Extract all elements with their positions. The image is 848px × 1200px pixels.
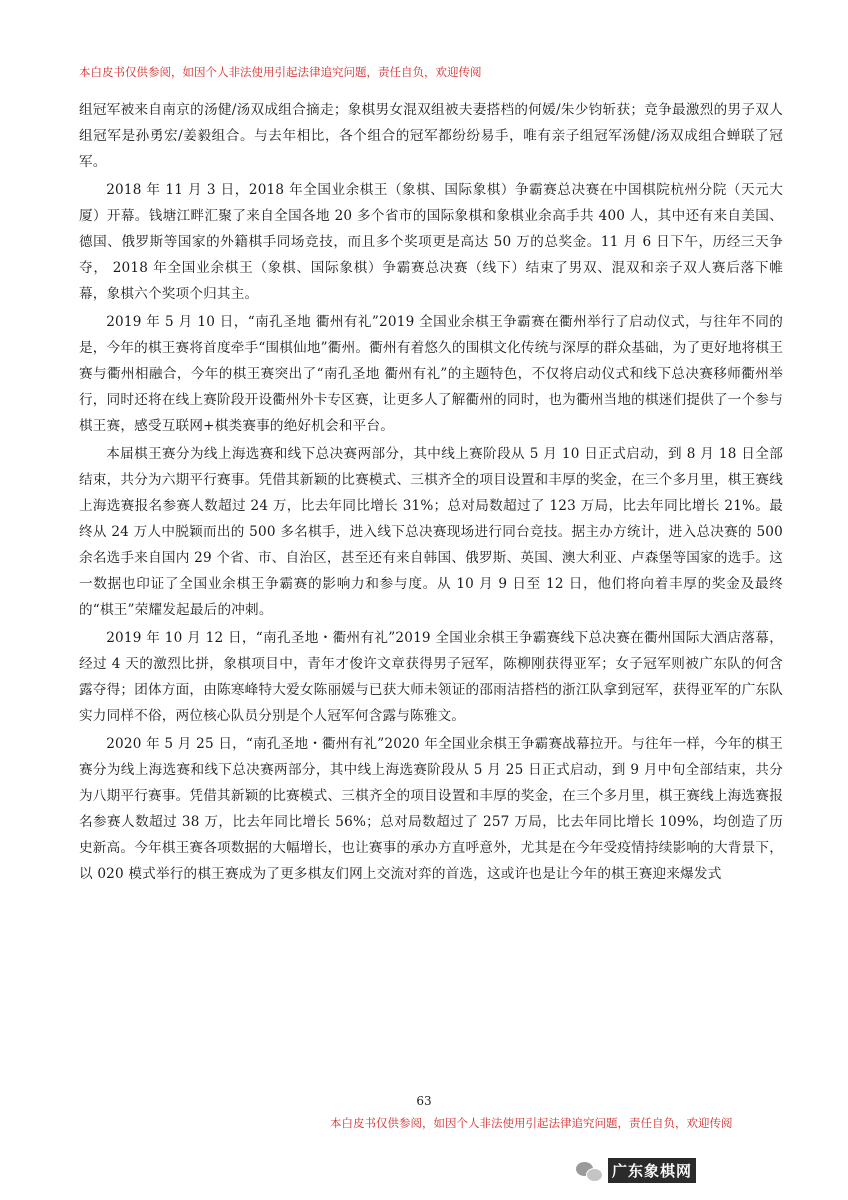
paragraph: 2019 年 10 月 12 日，“南孔圣地・衢州有礼”2019 全国业余棋王争霸赛线下总决赛在衢州国际大酒店落幕，经过 4 天的激烈比拼，象棋项目中，青年才俊许文章获得男子冠军，陈柳刚获得亚军；女子冠军则被广东队的何含露夺得；团体方面，由陈寒峰特大爱女陈丽媛与已获大师未领证的邵雨洁搭档的浙江队拿到冠军，获得亚军的广东队实力同样不俗，两位核心队员分别是个人冠军何含露与陈雅文。 bbox=[79, 630, 783, 724]
paragraph: 2019 年 5 月 10 日，“南孔圣地 衢州有礼”2019 全国业余棋王争霸赛在衢州举行了启动仪式，与往年不同的是，今年的棋王赛将首度牵手“围棋仙地”衢州。衢州有着悠久的围棋文化传统与深厚的群众基础，为了更好地将棋王赛与衢州相融合，今年的棋王赛突出了“南孔圣地 衢州有礼”的主题特色，不仅将启动仪式和线下总决赛移师衢州举行，同时还将在线上赛阶段开设衢州外卡专区赛，让更多人了解衢州的同时，也为衢州当地的棋迷们提供了一个参与棋王赛，感受互联网+棋类赛事的绝好机会和平台。 bbox=[79, 314, 783, 434]
wechat-icon bbox=[576, 1160, 602, 1182]
paragraph: 组冠军被来自南京的汤健/汤双成组合摘走；象棋男女混双组被夫妻搭档的何媛/朱少钧斩获；竞争最激烈的男子双人组冠军是孙勇宏/姜毅组合。与去年相比，各个组合的冠军都纷纷易手，唯有亲子组冠军汤健/汤双成组合蝉联了冠军。 bbox=[79, 102, 783, 170]
source-watermark bbox=[576, 1158, 696, 1183]
paragraph: 本届棋王赛分为线上海选赛和线下总决赛两部分，其中线上赛阶段从 5 月 10 日正式启动，到 8 月 18 日全部结束，共分为六期平行赛事。凭借其新颖的比赛模式、三棋齐全的项目设置和丰厚的奖金，在三个多月里，棋王赛线上海选赛报名参赛人数超过 24 万，比去年同比增长 31%；总对局数超过了 123 万局，比去年同比增长 21%。最终从 24 万人中脱颖而出的 500 多名棋手，进入线下总决赛现场进行同台竞技。据主办方统计，进入总决赛的 500 余名选手来自国内 29 个省、市、自治区，甚至还有来自韩国、俄罗斯、英国、澳大利亚、卢森堡等国家的选手。这一数据也印证了全国业余棋王争霸赛的影响力和参与度。从 10 月 9 日至 12 日，他们将向着丰厚的奖金及最终的“棋王”荣耀发起最后的冲刺。 bbox=[79, 446, 783, 618]
page-number: 63 bbox=[416, 1094, 432, 1108]
document-body bbox=[79, 97, 783, 889]
watermark-text: 广东象棋网 bbox=[608, 1158, 696, 1183]
paragraph: 2018 年 11 月 3 日，2018 年全国业余棋王（象棋、国际象棋）争霸赛总决赛在中国棋院杭州分院（天元大厦）开幕。钱塘江畔汇聚了来自全国各地 20 多个省市的国际象棋和象棋业余高手共 400 人，其中还有来自美国、德国、俄罗斯等国家的外籍棋手同场竞技，而且多个奖项更是高达 50 万的总奖金。11 月 6 日下午，历经三天争夺， 2018 年全国业余棋王（象棋、国际象棋）争霸赛总决赛（线下）结束了男双、混双和亲子双人赛后落下帷幕，象棋六个奖项个归其主。 bbox=[79, 182, 783, 302]
header-disclaimer: 本白皮书仅供参阅，如因个人非法使用引起法律追究问题，责任自负，欢迎传阅 bbox=[79, 65, 482, 79]
paragraph: 2020 年 5 月 25 日，“南孔圣地・衢州有礼”2020 年全国业余棋王争霸赛战幕拉开。与往年一样，今年的棋王赛分为线上海选赛和线下总决赛两部分，其中线上海选赛阶段从 5 月 25 日正式启动，到 9 月中旬全部结束，共分为八期平行赛事。凭借其新颖的比赛模式、三棋齐全的项目设置和丰厚的奖金，在三个多月里，棋王赛线上海选赛报名参赛人数超过 38 万，比去年同比增长 56%；总对局数超过了 257 万局，比去年同比增长 109%，均创造了历史新高。今年棋王赛各项数据的大幅增长，也让赛事的承办方直呼意外，尤其是在今年受疫情持续影响的大背景下，以 020 模式举行的棋王赛成为了更多棋友们网上交流对弈的首选，这或许也是让今年的棋王赛迎来爆发式 bbox=[79, 736, 783, 882]
footer-disclaimer: 本白皮书仅供参阅，如因个人非法使用引起法律追究问题，责任自负，欢迎传阅 bbox=[330, 1116, 733, 1130]
